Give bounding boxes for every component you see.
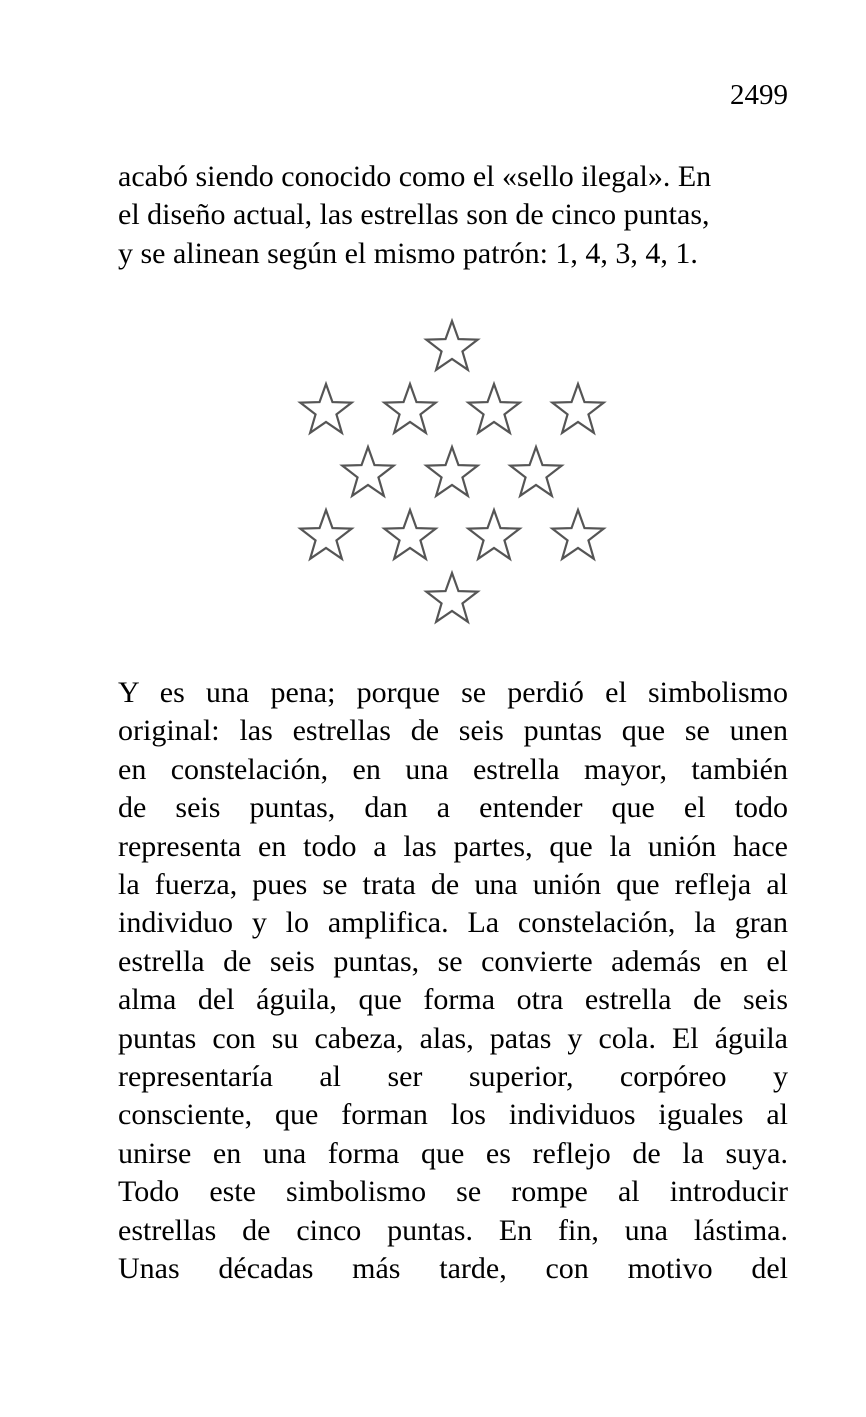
text-line: estrella de seis puntas, se convierte además en el	[118, 944, 788, 978]
star-icon	[384, 384, 435, 433]
text-line: el diseño actual, las estrellas son de cinco puntas,	[118, 198, 710, 232]
paragraph-bottom	[118, 674, 788, 1289]
text-line: representa en todo a las partes, que la unión hace	[118, 829, 788, 863]
text-line: Unas décadas más tarde, con motivo del	[118, 1252, 788, 1286]
text-line: Todo este simbolismo se rompe al introducir	[118, 1175, 788, 1209]
text-line: representaría al ser superior, corpóreo y	[118, 1060, 788, 1094]
text-line: consciente, que forman los individuos iguales al	[118, 1098, 788, 1132]
paragraph-top	[118, 158, 788, 273]
text-line: alma del águila, que forma otra estrella de seis	[118, 983, 788, 1017]
star-icon	[384, 510, 435, 559]
star-icon	[510, 447, 561, 496]
text-line: acabó siendo conocido como el «sello ilegal». En	[118, 160, 712, 193]
star-icon	[300, 384, 351, 433]
text-line: de seis puntas, dan a entender que el todo	[118, 791, 788, 825]
text-line: individuo y lo amplifica. La constelación, la gran	[118, 906, 788, 940]
text-line: puntas con su cabeza, alas, patas y cola. El águila	[118, 1021, 788, 1055]
text-line: original: las estrellas de seis puntas que se unen	[118, 714, 788, 748]
star-icon	[342, 447, 393, 496]
text-line: unirse en una forma que es reflejo de la suya.	[118, 1136, 788, 1170]
star-icon	[426, 573, 477, 622]
star-icon	[300, 510, 351, 559]
text-line: en constelación, en una estrella mayor, también	[118, 752, 788, 786]
star-icon	[552, 510, 603, 559]
text-line: y se alinean según el mismo patrón: 1, 4, 3, 4, 1.	[118, 236, 698, 270]
page-number: 2499	[730, 79, 788, 111]
star-icon	[468, 384, 519, 433]
text-line: Y es una pena; porque se perdió el simbolismo	[118, 676, 788, 709]
star-icon	[426, 321, 477, 370]
star-icon	[426, 447, 477, 496]
star-icon	[468, 510, 519, 559]
text-line: estrellas de cinco puntas. En fin, una lástima.	[118, 1213, 788, 1247]
text-line: la fuerza, pues se trata de una unión que refleja al	[118, 868, 788, 902]
star-icon	[552, 384, 603, 433]
